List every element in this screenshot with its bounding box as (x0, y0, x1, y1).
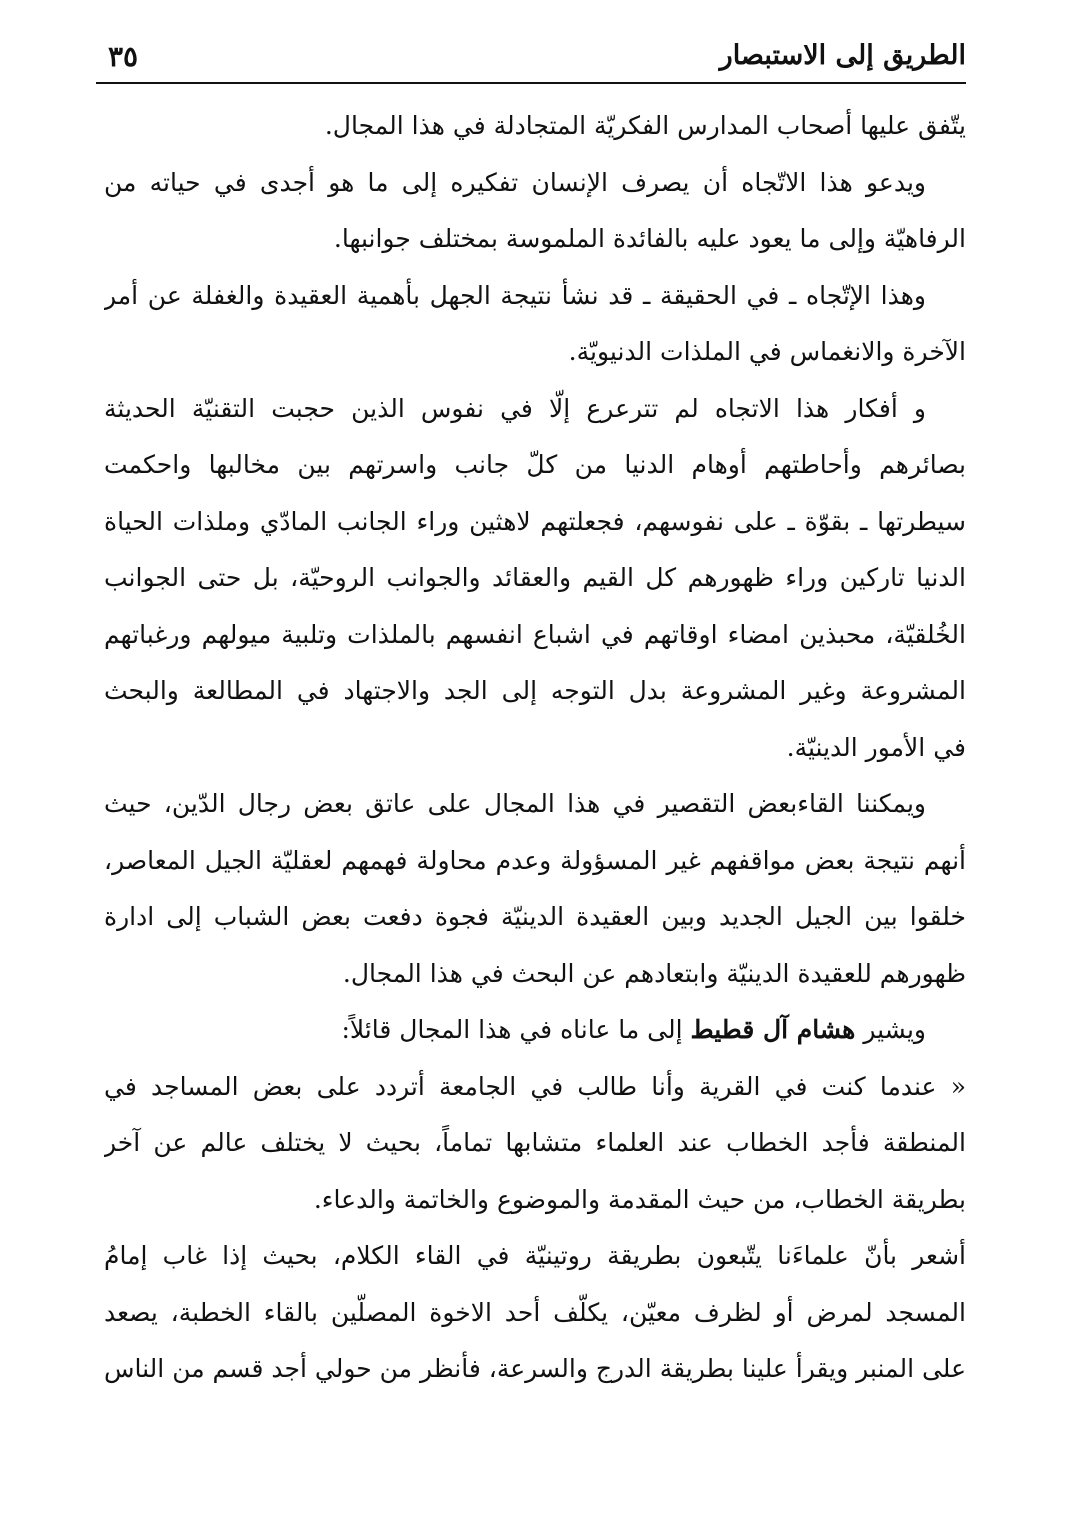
text-line: بصائرهم وأحاطتهم أوهام الدنيا من كلّ جانب واسرتهم بين مخالبها واحكمت (104, 450, 966, 479)
text-line: ويمكننا القاءبعض التقصير في هذا المجال على عاتق بعض رجال الدّين، حيث (104, 789, 926, 818)
page-header (96, 38, 966, 84)
text-line: يتّفق عليها أصحاب المدارس الفكريّة المتجادلة في هذا المجال. (324, 111, 966, 140)
body-text (104, 98, 966, 1398)
text-line: أنهم نتيجة بعض مواقفهم غير المسؤولة وعدم محاولة فهمهم لعقليّة الجيل المعاصر، (104, 845, 966, 875)
text-line: الخُلقيّة، محبذين امضاء اوقاتهم في اشباع انفسهم بالملذات وتلبية ميولهم ورغباتهم (104, 619, 966, 649)
text-line: المشروعة وغير المشروعة بدل التوجه إلى الجد والاجتهاد في المطالعة والبحث (104, 676, 966, 705)
page-number: ٣٥ (108, 40, 139, 73)
text-line: في الأمور الدينيّة. (786, 732, 966, 762)
line-prefix: ويشير (863, 1015, 926, 1044)
text-line: أشعر بأنّ علماءَنا يتّبعون بطريقة روتينيّة في القاء الكلام، بحيث إذا غاب إمامُ (104, 1241, 966, 1270)
text-line: الآخرة والانغماس في الملذات الدنيويّة. (568, 337, 966, 366)
text-line: الدنيا تاركين وراء ظهورهم كل القيم والعقائد والجوانب الروحيّة، بل حتى الجوانب (104, 563, 966, 592)
text-line: المنطقة فأجد الخطاب عند العلماء متشابها تماماً، بحيث لا يختلف عالم عن آخر (104, 1128, 966, 1157)
text-line: و أفكار هذا الاتجاه لم تترعرع إلّا في نفوس الذين حجبت التقنيّة الحديثة (104, 393, 926, 423)
text-line: ظهورهم للعقيدة الدينيّة وابتعادهم عن البحث في هذا المجال. (342, 958, 966, 988)
text-line (104, 1002, 966, 1059)
text-line: « عندما كنت في القرية وأنا طالب في الجامعة أتردد على بعض المساجد في (104, 1071, 966, 1101)
text-line: على المنبر ويقرأ علينا بطريقة الدرج والسرعة، فأنظر من حولي أجد قسم من الناس (104, 1354, 966, 1383)
text-line: المسجد لمرض أو لظرف معيّن، يكلّف أحد الاخوة المصلّين بالقاء الخطبة، يصعد (104, 1297, 966, 1327)
text-line: سيطرتها ـ بقوّة ـ على نفوسهم، فجعلتهم لاهثين وراء الجانب المادّي وملذات الحياة (104, 506, 966, 536)
running-title: الطريق إلى الاستبصار (719, 40, 966, 71)
text-line: الرفاهيّة وإلى ما يعود عليه بالفائدة الملموسة بمختلف جوانبها. (333, 224, 966, 253)
line-rest: إلى ما عاناه في هذا المجال قائلاً: (341, 1015, 683, 1044)
text-line: وهذا الإتّجاه ـ في الحقيقة ـ قد نشأ نتيجة الجهل بأهمية العقيدة والغفلة عن أمر (104, 280, 926, 310)
text-line: بطريقة الخطاب، من حيث المقدمة والموضوع والخاتمة والدعاء. (313, 1184, 966, 1214)
text-line: خلقوا بين الجيل الجديد وبين العقيدة الدينيّة فجوة دفعت بعض الشباب إلى ادارة (104, 902, 966, 931)
text-line: ويدعو هذا الاتّجاه أن يصرف الإنسان تفكيره إلى ما هو أجدى في حياته من (104, 167, 926, 197)
author-name: هشام آل قطيط (690, 1015, 856, 1044)
